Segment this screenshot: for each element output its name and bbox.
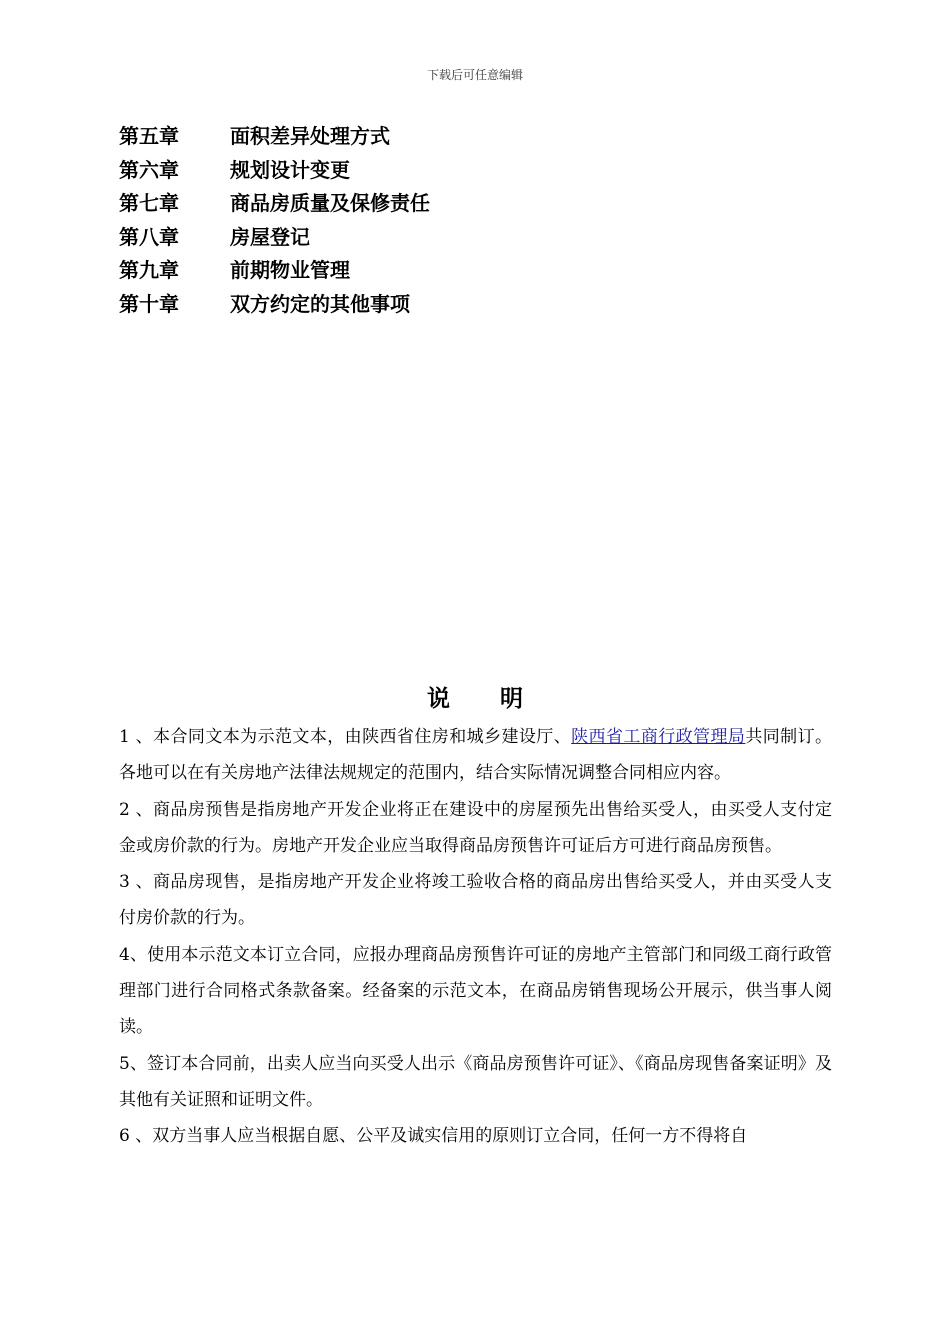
toc-item <box>119 120 839 154</box>
toc-item <box>119 254 839 288</box>
notes-paragraph-4: 4、使用本示范文本订立合同，应报办理商品房预售许可证的房地产主管部门和同级工商行政管理部门进行合同格式条款备案。经备案的示范文本，在商品房销售现场公开展示，供当事人阅读。 <box>119 944 832 1038</box>
toc-item <box>119 288 839 322</box>
toc-item <box>119 187 839 221</box>
toc-chapter-number: 第七章 <box>119 191 179 215</box>
notes-heading-right: 明 <box>500 685 523 712</box>
notes-paragraph-3: 3 、商品房现售，是指房地产开发企业将竣工验收合格的商品房出售给买受人，并由买受人支付房价款的行为。 <box>119 872 832 929</box>
toc-chapter-number: 第五章 <box>119 124 179 148</box>
notes-paragraph-text: 共同制订。各地可以在有关房地产法律法规规定的范围内，结合实际情况调整合同相应内容。 <box>119 727 833 784</box>
notes-paragraph-2: 2 、商品房预售是指房地产开发企业将正在建设中的房屋预先出售给买受人，由买受人支付定金或房价款的行为。房地产开发企业应当取得商品房预售许可证后方可进行商品房预售。 <box>119 799 832 856</box>
toc-chapter-number: 第八章 <box>119 224 179 249</box>
toc-chapter-number: 第九章 <box>119 258 179 282</box>
toc-item <box>119 154 839 188</box>
notes-paragraph-1 <box>119 719 832 792</box>
notes-paragraph-6: 6 、双方当事人应当根据自愿、公平及诚实信用的原则订立合同，任何一方不得将自 <box>119 1126 748 1147</box>
notes-body <box>119 719 832 1155</box>
toc-chapter-title: 规划设计变更 <box>230 157 350 182</box>
bureau-link[interactable]: 陕西省工商行政管理局 <box>571 727 746 747</box>
toc-chapter-title: 面积差异处理方式 <box>230 124 390 148</box>
toc-chapter-number: 第十章 <box>119 291 179 316</box>
page-header-note: 下载后可任意编辑 <box>426 68 523 82</box>
table-of-contents <box>119 120 839 321</box>
notes-paragraph-text: 1 、本合同文本为示范文本，由陕西省住房和城乡建设厅、 <box>119 727 572 747</box>
toc-item <box>119 221 839 255</box>
toc-chapter-number: 第六章 <box>119 157 179 182</box>
toc-chapter-title: 房屋登记 <box>230 224 310 249</box>
notes-heading-left: 说 <box>427 685 450 712</box>
toc-chapter-title: 双方约定的其他事项 <box>230 291 410 316</box>
toc-chapter-title: 前期物业管理 <box>230 258 350 282</box>
toc-chapter-title: 商品房质量及保修责任 <box>230 191 430 215</box>
notes-paragraph-5: 5、签订本合同前，出卖人应当向买受人出示《商品房预售许可证》、《商品房现售备案证明》及其他有关证照和证明文件。 <box>119 1053 832 1110</box>
notes-heading <box>0 680 950 713</box>
